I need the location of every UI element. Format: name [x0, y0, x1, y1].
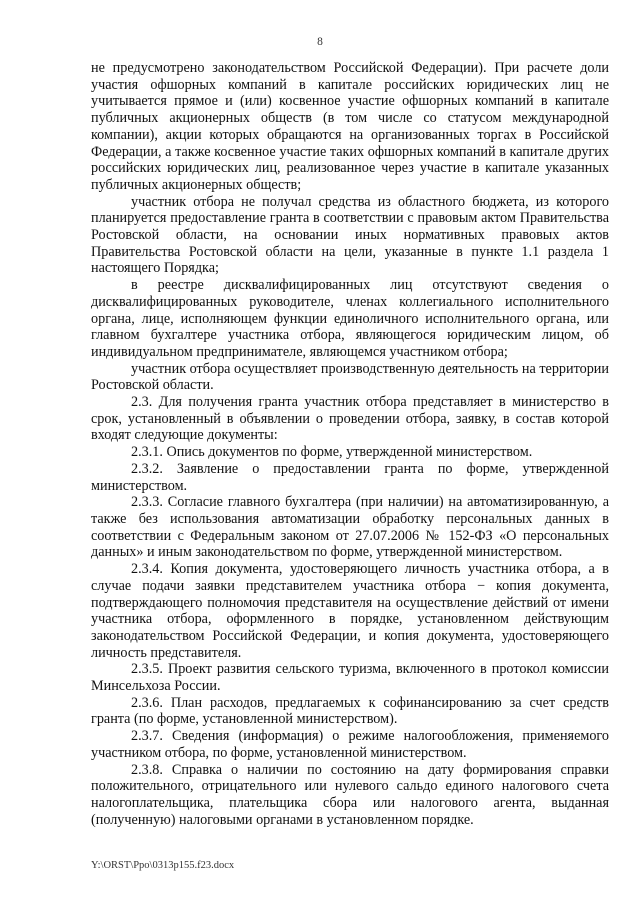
paragraph-2: участник отбора не получал средства из областного бюджета, из которого планируется предоставление гранта в соответствии с правовым актом Правительства Ростовской области, на основании иных нормативных правовых актов Правительства Ростовской области на цели, указанные в пункте 1.1 раздела 1 настоящего Порядка;: [91, 193, 609, 277]
page-number: 8: [317, 36, 323, 48]
paragraph-1: не предусмотрено законодательством Российской Федерации). При расчете доли участия офшорных компаний в капитале российских юридических лиц не учитывается прямое и (или) косвенное участие офшорных компаний в капитале публичных акционерных обществ (в том числе со статусом международной компании), акции которых обращаются на организованных торгах в Российской Федерации, а также косвенное участие таких офшорных компаний в капитале других российских юридических лиц, реализованное через участие в капитале указанных публичных акционерных обществ;: [91, 60, 609, 193]
document-body: [91, 60, 609, 828]
paragraph-2-3-5: 2.3.5. Проект развития сельского туризма, включенного в протокол комиссии Минсельхоза России.: [91, 661, 609, 695]
paragraph-2-3-3: 2.3.3. Согласие главного бухгалтера (при наличии) на автоматизированную, а также без использования автоматизации обработку персональных данных в соответствии с Федеральным законом от 27.07.2006 № 152-ФЗ «О персональных данных» и иным законодательством по форме, утвержденной министерством.: [91, 494, 609, 561]
paragraph-2-3-8: 2.3.8. Справка о наличии по состоянию на дату формирования справки положительного, отрицательного или нулевого сальдо единого налогового счета налогоплательщика, плательщика сбора или налогового агента, выданная (полученную) налоговыми органами в установленном порядке.: [91, 761, 609, 828]
file-path-footer: Y:\ORST\Ppo\0313p155.f23.docx: [91, 860, 235, 871]
paragraph-4: участник отбора осуществляет производственную деятельность на территории Ростовской области.: [91, 360, 609, 394]
paragraph-2-3-1: 2.3.1. Опись документов по форме, утвержденной министерством.: [131, 444, 533, 461]
paragraph-2-3-6: 2.3.6. План расходов, предлагаемых к софинансированию за счет средств гранта (по форме, установленной министерством).: [91, 694, 609, 728]
paragraph-2-3: 2.3. Для получения гранта участник отбора представляет в министерство в срок, установленный в объявлении о проведении отбора, заявку, в состав которой входят следующие документы:: [91, 394, 609, 444]
paragraph-2-3-2: 2.3.2. Заявление о предоставлении гранта по форме, утвержденной министерством.: [91, 460, 609, 494]
paragraph-2-3-7: 2.3.7. Сведения (информация) о режиме налогообложения, применяемого участником отбора, по форме, установленной министерством.: [91, 728, 609, 761]
paragraph-2-3-4: 2.3.4. Копия документа, удостоверяющего личность участника отбора, а в случае подачи заявки представителем участника отбора − копия документа, подтверждающего полномочия представителя на осуществление действий от имени участника отбора, оформленного в порядке, установленном действующим законодательством Российской Федерации, и копия документа, удостоверяющего личность представителя.: [91, 561, 609, 661]
paragraph-3: в реестре дисквалифицированных лиц отсутствуют сведения о дисквалифицированных руководителе, членах коллегиального исполнительного органа, лице, исполняющем функции единоличного исполнительного органа, или главном бухгалтере участника отбора, являющегося юридическим лицом, об индивидуальном предпринимателе, являющемся участником отбора;: [91, 277, 609, 360]
